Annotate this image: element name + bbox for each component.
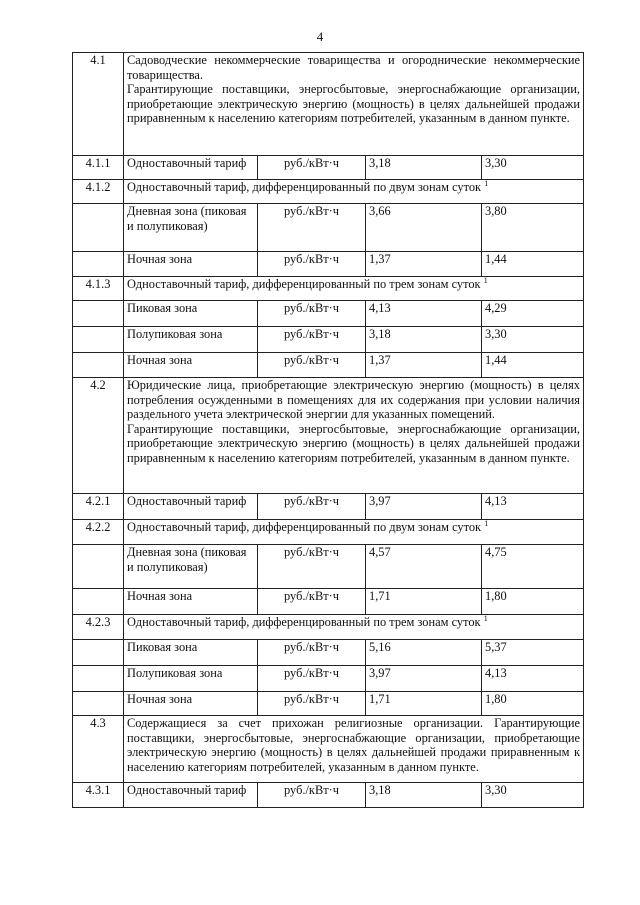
value-period-1: 3,97 [366, 666, 482, 692]
value-period-2: 4,13 [482, 494, 584, 520]
tariff-table [72, 52, 584, 808]
table-row [73, 252, 584, 277]
value-period-2: 1,80 [482, 692, 584, 716]
value-period-1: 5,16 [366, 640, 482, 666]
tariff-name: Одноставочный тариф [124, 156, 258, 180]
zone-name: Полупиковая зона [124, 666, 258, 692]
zone-name: Ночная зона [124, 353, 258, 378]
section-description [124, 378, 584, 494]
footnote-mark: 1 [484, 178, 489, 188]
value-period-1: 4,57 [366, 545, 482, 589]
empty-cell [73, 327, 124, 353]
table-row [73, 353, 584, 378]
table-row [73, 545, 584, 589]
unit-cell: руб./кВт·ч [258, 301, 366, 327]
empty-cell [73, 589, 124, 615]
table-row [73, 327, 584, 353]
subheader-row [73, 277, 584, 301]
value-period-1: 3,66 [366, 204, 482, 252]
unit-cell: руб./кВт·ч [258, 692, 366, 716]
value-period-1: 1,71 [366, 589, 482, 615]
zone-name: Ночная зона [124, 252, 258, 277]
table-row [73, 589, 584, 615]
section-description: Содержащиеся за счет прихожан религиозные организации. Гарантирующие поставщики, энергосбытовые, энергоснабжающие организации, приобретающие электрическую энергию (мощность) в целях дальнейшей продажи приравненным к населению категориям потребителей, указанным в данном пункте. [124, 716, 584, 783]
value-period-2: 3,80 [482, 204, 584, 252]
subheader-text: Одноставочный тариф, дифференцированный по трем зонам суток [127, 615, 481, 629]
value-period-2: 4,75 [482, 545, 584, 589]
value-period-1: 3,18 [366, 327, 482, 353]
unit-cell: руб./кВт·ч [258, 545, 366, 589]
empty-cell [73, 545, 124, 589]
row-number: 4.2.1 [73, 494, 124, 520]
subheader-row [73, 615, 584, 640]
row-number: 4.2.2 [73, 520, 124, 545]
unit-cell: руб./кВт·ч [258, 640, 366, 666]
unit-cell: руб./кВт·ч [258, 666, 366, 692]
unit-cell: руб./кВт·ч [258, 589, 366, 615]
page-number: 4 [316, 29, 324, 44]
value-period-1: 1,37 [366, 252, 482, 277]
subheader-title [124, 180, 584, 204]
table-row [73, 640, 584, 666]
description-part: Гарантирующие поставщики, энергосбытовые, энергоснабжающие организации, приобретающие электрическую энергию (мощность) в целях дальнейшей продажи приравненным к населению категориям потребителей, указанным в данном пункте. [127, 421, 580, 465]
value-period-1: 1,71 [366, 692, 482, 716]
table-row [73, 494, 584, 520]
zone-name: Полупиковая зона [124, 327, 258, 353]
unit-cell: руб./кВт·ч [258, 353, 366, 378]
row-number: 4.1.1 [73, 156, 124, 180]
unit-cell: руб./кВт·ч [258, 252, 366, 277]
subheader-text: Одноставочный тариф, дифференцированный по двум зонам суток [127, 180, 482, 194]
value-period-2: 1,44 [482, 252, 584, 277]
value-period-1: 3,18 [366, 156, 482, 180]
footnote-mark: 1 [483, 613, 488, 623]
footnote-mark: 1 [484, 518, 489, 528]
unit-cell: руб./кВт·ч [258, 156, 366, 180]
unit-cell: руб./кВт·ч [258, 494, 366, 520]
tariff-name: Одноставочный тариф [124, 783, 258, 808]
row-number: 4.2 [73, 378, 124, 494]
zone-name: Дневная зона (пиковая и полупиковая) [124, 204, 258, 252]
empty-cell [73, 666, 124, 692]
section-row-4-3 [73, 716, 584, 783]
table-row [73, 783, 584, 808]
empty-cell [73, 252, 124, 277]
value-period-2: 1,80 [482, 589, 584, 615]
subheader-title [124, 520, 584, 545]
subheader-text: Одноставочный тариф, дифференцированный по двум зонам суток [127, 520, 482, 534]
subheader-text: Одноставочный тариф, дифференцированный по трем зонам суток [127, 277, 481, 291]
value-period-2: 3,30 [482, 327, 584, 353]
description-part: Садоводческие некоммерческие товарищества и огороднические некоммерческие товарищества. [127, 53, 580, 82]
zone-name: Ночная зона [124, 692, 258, 716]
value-period-2: 4,13 [482, 666, 584, 692]
empty-cell [73, 692, 124, 716]
zone-name: Дневная зона (пиковая и полупиковая) [124, 545, 258, 589]
empty-cell [73, 301, 124, 327]
section-row-4-2 [73, 378, 584, 494]
tariff-name: Одноставочный тариф [124, 494, 258, 520]
zone-name: Пиковая зона [124, 301, 258, 327]
row-number: 4.1.2 [73, 180, 124, 204]
table-row [73, 301, 584, 327]
unit-cell: руб./кВт·ч [258, 204, 366, 252]
table-row [73, 156, 584, 180]
subheader-title [124, 615, 584, 640]
description-part: Гарантирующие поставщики, энергосбытовые, энергоснабжающие организации, приобретающие электрическую энергию (мощность) в целях дальнейшей продажи приравненным к населению категориям потребителей, указанным в данном пункте. [127, 82, 580, 125]
footnote-mark: 1 [483, 275, 488, 285]
value-period-1: 3,18 [366, 783, 482, 808]
subheader-row [73, 520, 584, 545]
zone-name: Ночная зона [124, 589, 258, 615]
table-row [73, 692, 584, 716]
unit-cell: руб./кВт·ч [258, 783, 366, 808]
section-description [124, 53, 584, 156]
row-number: 4.3.1 [73, 783, 124, 808]
value-period-2: 4,29 [482, 301, 584, 327]
row-number: 4.3 [73, 716, 124, 783]
value-period-1: 3,97 [366, 494, 482, 520]
section-row-4-1 [73, 53, 584, 156]
subheader-row [73, 180, 584, 204]
value-period-2: 5,37 [482, 640, 584, 666]
empty-cell [73, 204, 124, 252]
empty-cell [73, 353, 124, 378]
value-period-1: 1,37 [366, 353, 482, 378]
row-number: 4.2.3 [73, 615, 124, 640]
empty-cell [73, 640, 124, 666]
table-row [73, 666, 584, 692]
row-number: 4.1 [73, 53, 124, 156]
value-period-2: 3,30 [482, 156, 584, 180]
table-row [73, 204, 584, 252]
zone-name: Пиковая зона [124, 640, 258, 666]
value-period-2: 3,30 [482, 783, 584, 808]
subheader-title [124, 277, 584, 301]
unit-cell: руб./кВт·ч [258, 327, 366, 353]
row-number: 4.1.3 [73, 277, 124, 301]
value-period-2: 1,44 [482, 353, 584, 378]
value-period-1: 4,13 [366, 301, 482, 327]
description-part: Юридические лица, приобретающие электрическую энергию (мощность) в целях потребления осужденными в помещениях для их содержания при условии наличия раздельного учета электрической энергии для указанных помещений. [127, 378, 580, 421]
